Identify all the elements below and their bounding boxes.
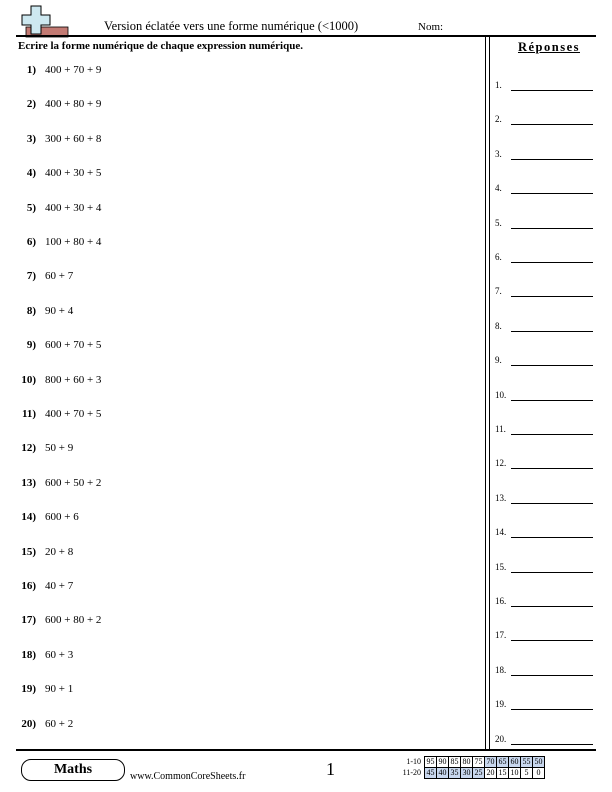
- problem-item: [18, 580, 73, 596]
- score-cell: 55: [522, 757, 531, 766]
- problem-expression: 800 + 60 + 3: [45, 373, 102, 386]
- column-divider-right: [489, 37, 490, 749]
- answer-label: 15.: [495, 561, 507, 572]
- column-divider-left: [485, 37, 486, 749]
- answer-label: 3.: [495, 148, 502, 159]
- problem-item: [18, 270, 73, 286]
- answer-line[interactable]: [511, 124, 593, 125]
- problem-number: 4): [26, 167, 36, 180]
- math-plus-logo-icon: [14, 4, 70, 38]
- answer-line[interactable]: [511, 262, 593, 263]
- problem-expression: 300 + 60 + 8: [45, 132, 102, 145]
- score-cell: 25: [474, 768, 483, 777]
- header-rule: [16, 35, 596, 37]
- answer-label: 11.: [495, 424, 506, 434]
- problem-number: 12): [21, 442, 36, 455]
- problem-item: [18, 339, 101, 355]
- answer-label: 10.: [495, 389, 507, 400]
- problem-item: [18, 408, 101, 424]
- problem-item: [18, 511, 79, 527]
- problem-expression: 600 + 70 + 5: [45, 339, 102, 352]
- problem-expression: 20 + 8: [45, 545, 74, 558]
- answer-line[interactable]: [511, 640, 593, 641]
- answer-label: 16.: [495, 596, 507, 606]
- problem-number: 8): [26, 304, 36, 317]
- problem-item: [18, 98, 101, 114]
- score-cell: 85: [450, 757, 459, 766]
- instructions: Ecrire la forme numérique de chaque expression numérique.: [18, 40, 303, 52]
- problem-expression: 90 + 1: [45, 683, 74, 696]
- score-cell: 95: [426, 757, 435, 766]
- problem-item: [18, 305, 73, 321]
- problem-expression: 400 + 30 + 5: [45, 167, 102, 180]
- problem-expression: 400 + 30 + 4: [45, 201, 102, 214]
- score-cell: 75: [474, 757, 483, 766]
- problem-item: [18, 683, 73, 699]
- problem-expression: 600 + 6: [45, 511, 79, 524]
- score-cell: 80: [462, 757, 471, 766]
- problem-item: [18, 718, 73, 734]
- problem-expression: 400 + 70 + 9: [45, 64, 102, 76]
- problem-item: [18, 614, 101, 630]
- answer-line[interactable]: [511, 675, 593, 676]
- answer-line[interactable]: [511, 434, 593, 435]
- problem-expression: 600 + 80 + 2: [45, 614, 102, 627]
- problem-number: 3): [26, 132, 36, 145]
- problem-number: 15): [21, 545, 36, 558]
- problem-expression: 60 + 3: [45, 648, 74, 661]
- score-row: [395, 757, 545, 768]
- answer-label: 6.: [495, 252, 502, 262]
- answer-label: 9.: [495, 355, 502, 366]
- answer-line[interactable]: [511, 744, 593, 745]
- answer-label: 7.: [495, 286, 502, 297]
- answers-title: Réponses: [517, 40, 580, 54]
- problem-number: 1): [26, 64, 36, 76]
- answer-line[interactable]: [511, 606, 593, 607]
- problem-item: [18, 477, 101, 493]
- answer-line[interactable]: [511, 228, 593, 229]
- problem-item: [18, 133, 101, 149]
- problem-expression: 90 + 4: [45, 304, 74, 317]
- answer-label: 19.: [495, 699, 507, 710]
- answer-line[interactable]: [511, 193, 593, 194]
- answer-label: 20.: [495, 733, 507, 744]
- answer-line[interactable]: [511, 572, 593, 573]
- problem-item: [18, 442, 73, 458]
- problem-expression: 40 + 7: [45, 580, 74, 592]
- problem-number: 19): [21, 683, 36, 696]
- problem-number: 2): [26, 98, 36, 111]
- answer-label: 18.: [495, 664, 507, 675]
- problem-number: 18): [21, 648, 36, 661]
- answer-label: 4.: [495, 183, 502, 194]
- score-cell: 5: [521, 768, 533, 779]
- answer-line[interactable]: [511, 537, 593, 538]
- problem-number: 5): [26, 201, 36, 214]
- problem-number: 7): [26, 270, 36, 283]
- score-cell: 65: [498, 757, 507, 766]
- score-cell: 30: [462, 768, 471, 777]
- problem-expression: 60 + 2: [45, 717, 74, 730]
- score-cell: 40: [438, 768, 447, 777]
- problem-item: [18, 649, 73, 665]
- score-cell: 90: [438, 757, 447, 766]
- answer-line[interactable]: [511, 90, 593, 91]
- name-label: Nom:: [418, 21, 444, 33]
- footer-url: www.CommonCoreSheets.fr: [130, 771, 246, 782]
- problem-expression: 60 + 7: [45, 270, 74, 283]
- score-cell: 0: [533, 768, 545, 779]
- score-cell: 50: [534, 757, 543, 766]
- problem-item: [18, 236, 101, 252]
- score-cell: 20: [486, 768, 495, 777]
- answer-label: 12.: [495, 458, 507, 469]
- footer-rule: [16, 749, 596, 751]
- answer-line[interactable]: [511, 503, 593, 504]
- answer-label: 5.: [495, 217, 502, 228]
- answer-line[interactable]: [511, 709, 593, 710]
- problem-item: [18, 546, 73, 562]
- score-cell: 35: [450, 768, 459, 777]
- score-cell: 10: [510, 768, 519, 777]
- answer-line[interactable]: [511, 159, 593, 160]
- answer-line[interactable]: [511, 468, 593, 469]
- problem-expression: 50 + 9: [45, 442, 74, 455]
- problem-expression: 400 + 70 + 5: [45, 408, 102, 420]
- answer-line[interactable]: [511, 331, 593, 332]
- problem-expression: 100 + 80 + 4: [45, 236, 102, 248]
- problem-item: [18, 64, 101, 80]
- problem-number: 10): [21, 373, 36, 386]
- worksheet-title: Version éclatée vers une forme numérique (<1000): [104, 19, 359, 33]
- score-cell: 45: [426, 768, 435, 777]
- score-range-label: 1-10: [406, 757, 421, 766]
- problem-expression: 400 + 80 + 9: [45, 98, 102, 111]
- problem-item: [18, 167, 101, 183]
- score-cell: 60: [510, 757, 519, 766]
- answer-label: 14.: [495, 527, 507, 538]
- score-cell: 15: [498, 768, 507, 777]
- problem-number: 9): [26, 339, 36, 352]
- subject-badge: Maths: [21, 759, 125, 781]
- problem-number: 14): [21, 511, 36, 524]
- answer-line[interactable]: [511, 400, 593, 401]
- score-table: [395, 756, 545, 779]
- answer-label: 8.: [495, 320, 502, 331]
- problem-number: 11): [21, 408, 36, 420]
- problem-number: 6): [26, 236, 36, 248]
- answer-label: 1.: [495, 80, 502, 90]
- answer-label: 13.: [495, 492, 507, 503]
- score-range-label: 11-20: [402, 768, 421, 777]
- problem-item: [18, 202, 101, 218]
- answer-line[interactable]: [511, 365, 593, 366]
- answer-label: 2.: [495, 114, 502, 125]
- problem-number: 20): [21, 717, 36, 730]
- page-number: 1: [326, 759, 335, 779]
- problem-item: [18, 374, 101, 390]
- answer-line[interactable]: [511, 296, 593, 297]
- problem-expression: 600 + 50 + 2: [45, 476, 102, 489]
- answer-label: 17.: [495, 630, 507, 641]
- problem-number: 17): [21, 614, 36, 627]
- score-row: [395, 768, 545, 779]
- problem-number: 16): [21, 580, 36, 592]
- problem-number: 13): [21, 476, 36, 489]
- score-cell: 70: [486, 757, 495, 766]
